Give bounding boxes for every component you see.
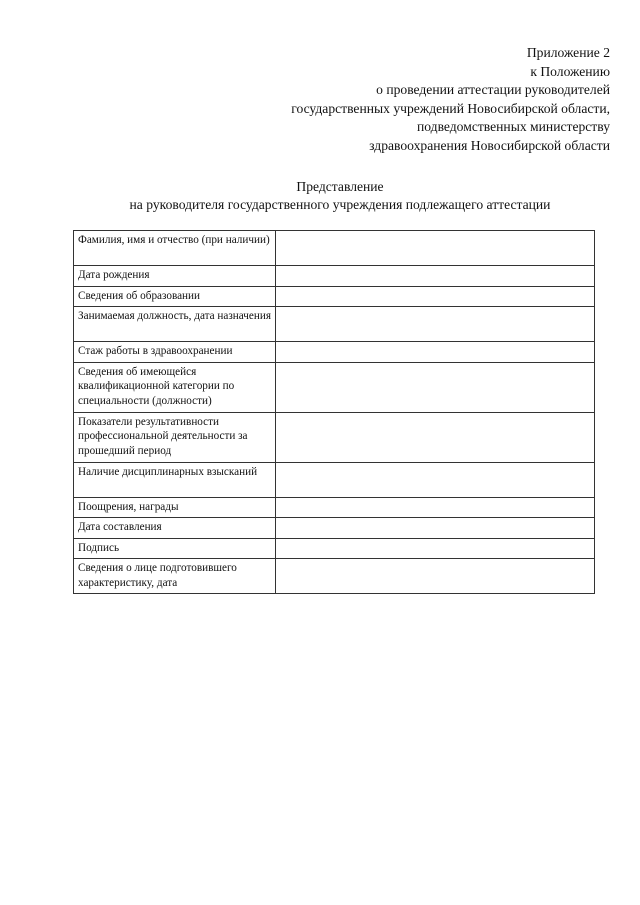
row-label: Сведения об имеющейся квалификационной категории по специальности (должности) [74,362,276,412]
row-value [276,412,595,462]
row-label: Сведения об образовании [74,286,276,307]
table-row [74,362,595,412]
title-line-1: Представление [296,179,384,194]
row-label: Фамилия, имя и отчество (при наличии) [74,231,276,266]
table-row [74,307,595,342]
header-line: подведомственных министерству [416,119,610,135]
row-label: Занимаемая должность, дата назначения [74,307,276,342]
row-value [276,307,595,342]
row-label: Стаж работы в здравоохранении [74,342,276,363]
row-value [276,559,595,594]
row-value [276,462,595,497]
row-value [276,362,595,412]
title-line-2: на руководителя государственного учреждения подлежащего аттестации [129,197,551,212]
table-row [74,266,595,287]
table-row [74,462,595,497]
table-row [74,497,595,518]
header-line: государственных учреждений Новосибирской области, [291,100,610,116]
row-value [276,518,595,539]
row-label: Поощрения, награды [74,497,276,518]
representation-form-table [73,230,595,594]
table-row [74,559,595,594]
header-line: о проведении аттестации руководителей [376,82,610,98]
row-label: Дата рождения [74,266,276,287]
table-row [74,412,595,462]
row-value [276,231,595,266]
row-label: Показатели результативности профессиональной деятельности за прошедший период [74,412,276,462]
row-label: Подпись [74,538,276,559]
row-label: Наличие дисциплинарных взысканий [74,462,276,497]
table-row [74,286,595,307]
row-label: Сведения о лице подготовившего характеристику, дата [74,559,276,594]
row-label: Дата составления [74,518,276,539]
header-line: Приложение 2 [526,45,610,60]
header-line: здравоохранения Новосибирской области [369,137,610,153]
document-title [90,178,590,214]
row-value [276,538,595,559]
row-value [276,342,595,363]
table-row [74,342,595,363]
table-row [74,538,595,559]
header-line: к Положению [530,63,610,79]
appendix-header [190,44,610,156]
table-row [74,231,595,266]
row-value [276,286,595,307]
table-row [74,518,595,539]
row-value [276,497,595,518]
row-value [276,266,595,287]
